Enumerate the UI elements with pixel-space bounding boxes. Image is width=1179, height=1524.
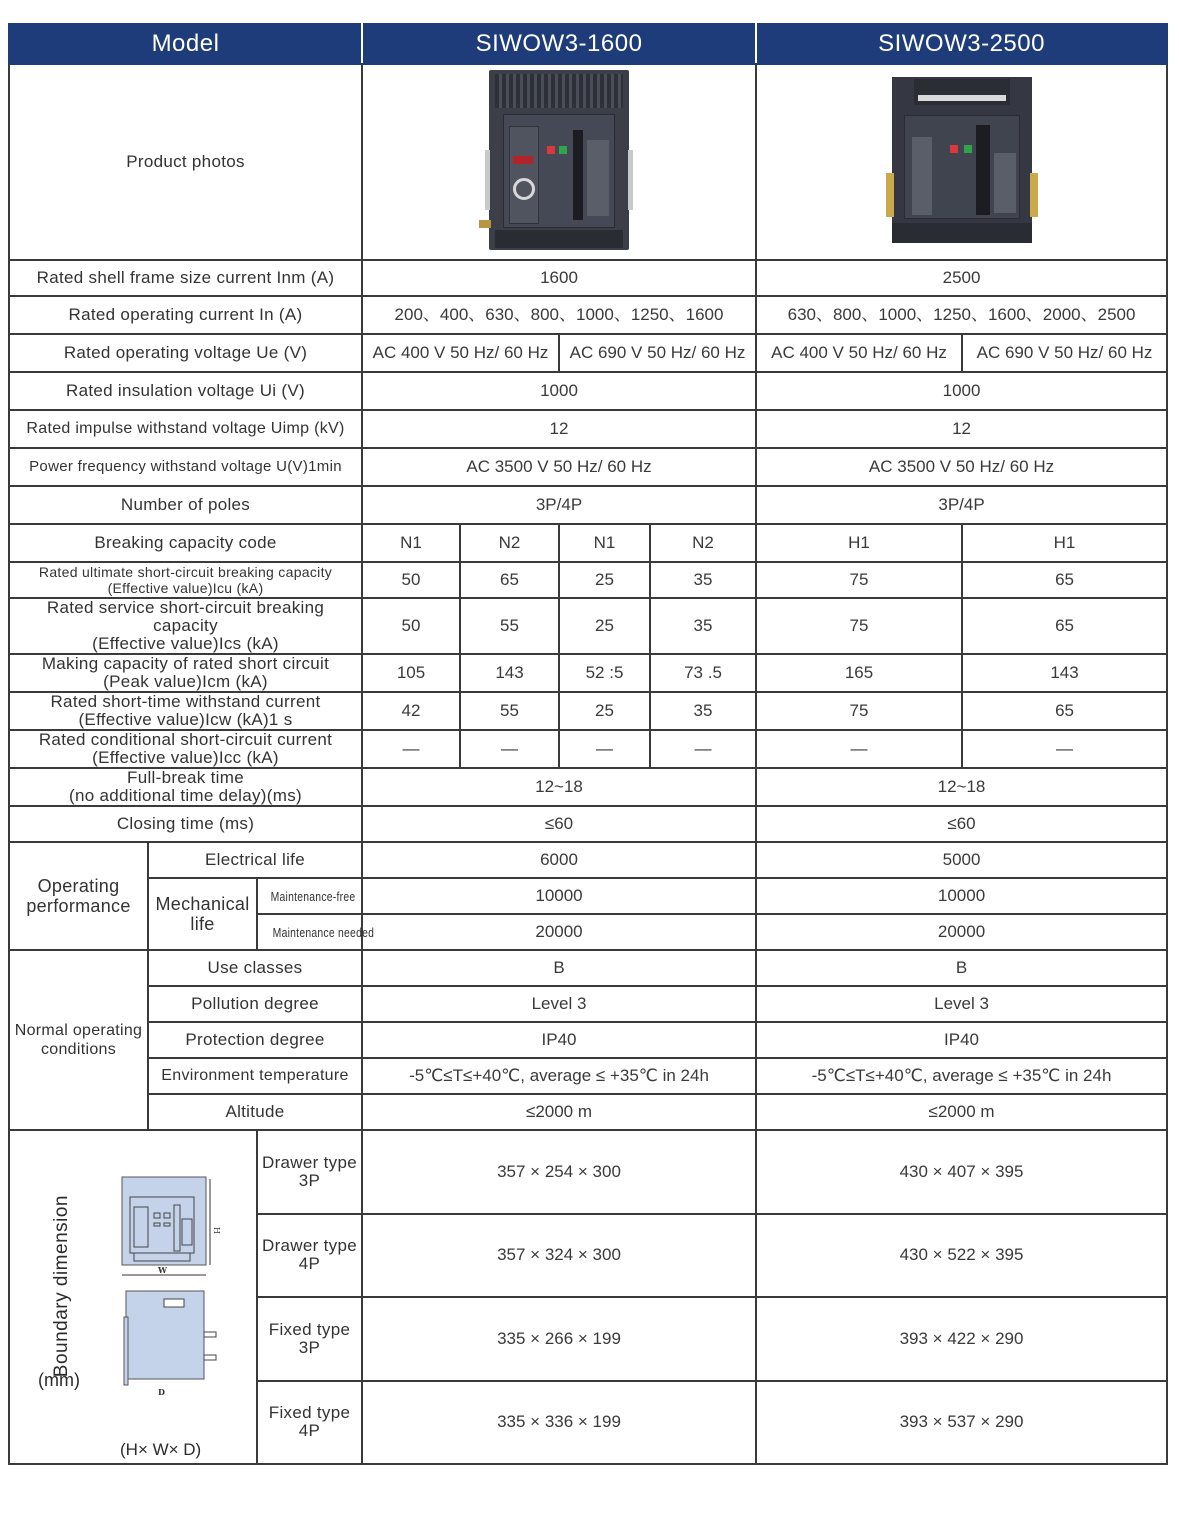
row-label: Altitude	[148, 1094, 362, 1130]
value-2500: 393 × 537 × 290	[756, 1381, 1167, 1465]
model-header: Model	[9, 24, 362, 64]
value-cell: 35	[650, 562, 756, 598]
value-1600: 6000	[362, 842, 756, 878]
value-cell: 25	[559, 562, 650, 598]
value-2500: Level 3	[756, 986, 1167, 1022]
value-1600: 1600	[362, 260, 756, 296]
value-2500: 393 × 422 × 290	[756, 1297, 1167, 1381]
row-label: Rated insulation voltage Ui (V)	[9, 372, 362, 410]
depth-label: D	[158, 1387, 165, 1397]
value-1600: 1000	[362, 372, 756, 410]
value-2500-690v: AC 690 V 50 Hz/ 60 Hz	[962, 334, 1167, 372]
row-label	[9, 730, 362, 768]
row-label: Product photos	[9, 64, 362, 260]
row-label: Rated shell frame size current Inm (A)	[9, 260, 362, 296]
value-1600: 20000	[362, 914, 756, 950]
value-2500: -5℃≤T≤+40℃, average ≤ +35℃ in 24h	[756, 1058, 1167, 1094]
row-label: Number of poles	[9, 486, 362, 524]
row-label: Protection degree	[148, 1022, 362, 1058]
row-label: Pollution degree	[148, 986, 362, 1022]
value-cell: 50	[362, 562, 460, 598]
value-1600: Level 3	[362, 986, 756, 1022]
row-label: Breaking capacity code	[9, 524, 362, 562]
label-line2: (Effective value)Icc (kA)	[92, 748, 279, 767]
value-2500: B	[756, 950, 1167, 986]
product-photo-2500	[756, 64, 1167, 260]
value-2500: 3P/4P	[756, 486, 1167, 524]
pole-label: 4P	[298, 1421, 321, 1441]
poles-row	[9, 486, 1167, 524]
value-cell: —	[962, 730, 1167, 768]
value-cell: 55	[460, 692, 559, 730]
value-cell: 75	[756, 598, 962, 654]
label-line1: Full-break time	[127, 768, 244, 787]
row-label: Use classes	[148, 950, 362, 986]
value-1600: B	[362, 950, 756, 986]
row-label: Rated impulse withstand voltage Uimp (kV)	[9, 410, 362, 448]
normal-conditions-group: Normal operating conditions	[9, 950, 148, 1130]
mechanical-life-group: Mechanical life	[148, 878, 257, 950]
value-2500-400v: AC 400 V 50 Hz/ 60 Hz	[756, 334, 962, 372]
value-cell: —	[460, 730, 559, 768]
power-freq-voltage-row	[9, 448, 1167, 486]
value-cell: 75	[756, 692, 962, 730]
side-view-drawing	[124, 1291, 216, 1397]
product-photo-1600	[362, 64, 756, 260]
product-photos-row	[9, 64, 1167, 260]
breaker-2500-image	[892, 77, 1032, 243]
label-line1: Rated service short-circuit breaking capacity	[46, 598, 325, 635]
label-line2: (Effective value)Icu (kA)	[107, 580, 264, 596]
label-line1: Rated short-time withstand current	[50, 692, 321, 711]
value-cell: 52 :5	[559, 654, 650, 692]
value-1600: ≤2000 m	[362, 1094, 756, 1130]
model-1600-header: SIWOW3-1600	[362, 24, 756, 64]
value-1600: 10000	[362, 878, 756, 914]
row-label: Rated operating current In (A)	[9, 296, 362, 334]
electrical-life-row	[9, 842, 1167, 878]
value-1600: 12~18	[362, 768, 756, 806]
value-cell: 165	[756, 654, 962, 692]
label-line2: (Peak value)Icm (kA)	[103, 672, 268, 691]
row-label: Environment temperature	[148, 1058, 362, 1094]
code-cell: H1	[962, 524, 1167, 562]
dimension-formula: (H× W× D)	[120, 1440, 202, 1459]
model-2500-header: SIWOW3-2500	[756, 24, 1167, 64]
value-2500: AC 3500 V 50 Hz/ 60 Hz	[756, 448, 1167, 486]
value-2500: 12	[756, 410, 1167, 448]
icm-row	[9, 654, 1167, 692]
row-label: Closing time (ms)	[9, 806, 362, 842]
value-1600-690v: AC 690 V 50 Hz/ 60 Hz	[559, 334, 756, 372]
pole-label: 3P	[298, 1337, 321, 1357]
closing-time-row	[9, 806, 1167, 842]
value-1600: 335 × 336 × 199	[362, 1381, 756, 1465]
label-line2: (Effective value)Icw (kA)1 s	[78, 710, 293, 729]
boundary-title: Boundary dimension	[51, 1194, 72, 1378]
row-label	[257, 1214, 362, 1298]
width-label: W	[158, 1265, 167, 1275]
header-row	[9, 24, 1167, 64]
row-label	[9, 768, 362, 806]
code-cell: N1	[559, 524, 650, 562]
value-2500: 430 × 522 × 395	[756, 1214, 1167, 1298]
boundary-unit: (mm)	[38, 1370, 80, 1390]
value-cell: —	[650, 730, 756, 768]
value-1600: IP40	[362, 1022, 756, 1058]
protection-degree-row	[9, 1022, 1167, 1058]
value-2500: 5000	[756, 842, 1167, 878]
maintenance-free-row	[9, 878, 1167, 914]
value-cell: 65	[962, 692, 1167, 730]
value-cell: —	[362, 730, 460, 768]
breaker-1600-image	[489, 70, 629, 250]
value-cell: 35	[650, 598, 756, 654]
value-2500: ≤2000 m	[756, 1094, 1167, 1130]
icw-row	[9, 692, 1167, 730]
height-label: H	[212, 1227, 221, 1234]
value-1600: 357 × 254 × 300	[362, 1130, 756, 1214]
front-view-drawing	[122, 1177, 221, 1275]
altitude-row	[9, 1094, 1167, 1130]
insulation-voltage-row	[9, 372, 1167, 410]
value-2500: 1000	[756, 372, 1167, 410]
use-classes-row	[9, 950, 1167, 986]
value-1600: 12	[362, 410, 756, 448]
value-cell: —	[559, 730, 650, 768]
row-label	[9, 598, 362, 654]
dimension-drawing	[118, 1167, 221, 1397]
value-cell: 25	[559, 692, 650, 730]
pole-label: 3P	[298, 1170, 321, 1190]
value-1600: AC 3500 V 50 Hz/ 60 Hz	[362, 448, 756, 486]
value-cell: 73 .5	[650, 654, 756, 692]
label-line2: (Effective value)Ics (kA)	[92, 634, 279, 653]
label-line1: Rated conditional short-circuit current	[38, 730, 333, 749]
code-cell: N2	[650, 524, 756, 562]
maintenance-needed-label: Maintenance needed	[272, 924, 375, 940]
value-cell: 143	[962, 654, 1167, 692]
value-cell: 65	[460, 562, 559, 598]
value-2500: 2500	[756, 260, 1167, 296]
pollution-degree-row	[9, 986, 1167, 1022]
row-label	[257, 1381, 362, 1465]
value-2500: IP40	[756, 1022, 1167, 1058]
pole-label: 4P	[298, 1254, 321, 1274]
value-1600: 200、400、630、800、1000、1250、1600	[362, 296, 756, 334]
type-label: Drawer type	[262, 1152, 357, 1172]
operating-current-row	[9, 296, 1167, 334]
value-2500: 630、800、1000、1250、1600、2000、2500	[756, 296, 1167, 334]
row-label	[9, 654, 362, 692]
row-label: Rated operating voltage Ue (V)	[9, 334, 362, 372]
value-cell: 50	[362, 598, 460, 654]
value-cell: 65	[962, 562, 1167, 598]
value-1600-400v: AC 400 V 50 Hz/ 60 Hz	[362, 334, 559, 372]
value-cell: —	[756, 730, 962, 768]
environment-temperature-row	[9, 1058, 1167, 1094]
value-2500: 12~18	[756, 768, 1167, 806]
value-cell: 105	[362, 654, 460, 692]
label-line1: Making capacity of rated short circuit	[41, 654, 330, 673]
code-cell: H1	[756, 524, 962, 562]
code-cell: N1	[362, 524, 460, 562]
value-2500: 20000	[756, 914, 1167, 950]
type-label: Fixed type	[268, 1403, 351, 1423]
value-2500: ≤60	[756, 806, 1167, 842]
row-label	[257, 1297, 362, 1381]
row-label	[257, 878, 362, 914]
breaking-code-row	[9, 524, 1167, 562]
operating-voltage-row	[9, 334, 1167, 372]
operating-performance-group: Operating performance	[9, 842, 148, 950]
label-line2: (no additional time delay)(ms)	[69, 786, 302, 805]
drawer-3p-row	[9, 1130, 1167, 1214]
type-label: Fixed type	[268, 1319, 351, 1339]
frame-size-row	[9, 260, 1167, 296]
icc-row	[9, 730, 1167, 768]
boundary-dimension-group	[9, 1130, 257, 1464]
value-cell: 75	[756, 562, 962, 598]
value-1600: -5℃≤T≤+40℃, average ≤ +35℃ in 24h	[362, 1058, 756, 1094]
row-label	[257, 1130, 362, 1214]
row-label	[9, 562, 362, 598]
value-cell: 25	[559, 598, 650, 654]
code-cell: N2	[460, 524, 559, 562]
row-label	[9, 692, 362, 730]
icu-row	[9, 562, 1167, 598]
impulse-voltage-row	[9, 410, 1167, 448]
value-1600: 335 × 266 × 199	[362, 1297, 756, 1381]
value-cell: 65	[962, 598, 1167, 654]
row-label: Power frequency withstand voltage U(V)1min	[9, 448, 362, 486]
maintenance-free-label: Maintenance-free	[270, 888, 356, 904]
boundary-label	[32, 1181, 92, 1391]
value-1600: 357 × 324 × 300	[362, 1214, 756, 1298]
value-cell: 55	[460, 598, 559, 654]
value-2500: 430 × 407 × 395	[756, 1130, 1167, 1214]
full-break-row	[9, 768, 1167, 806]
ics-row	[9, 598, 1167, 654]
value-cell: 143	[460, 654, 559, 692]
value-cell: 35	[650, 692, 756, 730]
label-line1: Rated ultimate short-circuit breaking capacity	[38, 564, 333, 580]
value-1600: ≤60	[362, 806, 756, 842]
spec-table	[8, 23, 1168, 1465]
value-cell: 42	[362, 692, 460, 730]
value-1600: 3P/4P	[362, 486, 756, 524]
type-label: Drawer type	[262, 1236, 357, 1256]
row-label	[257, 914, 375, 950]
row-label: Electrical life	[148, 842, 362, 878]
value-2500: 10000	[756, 878, 1167, 914]
